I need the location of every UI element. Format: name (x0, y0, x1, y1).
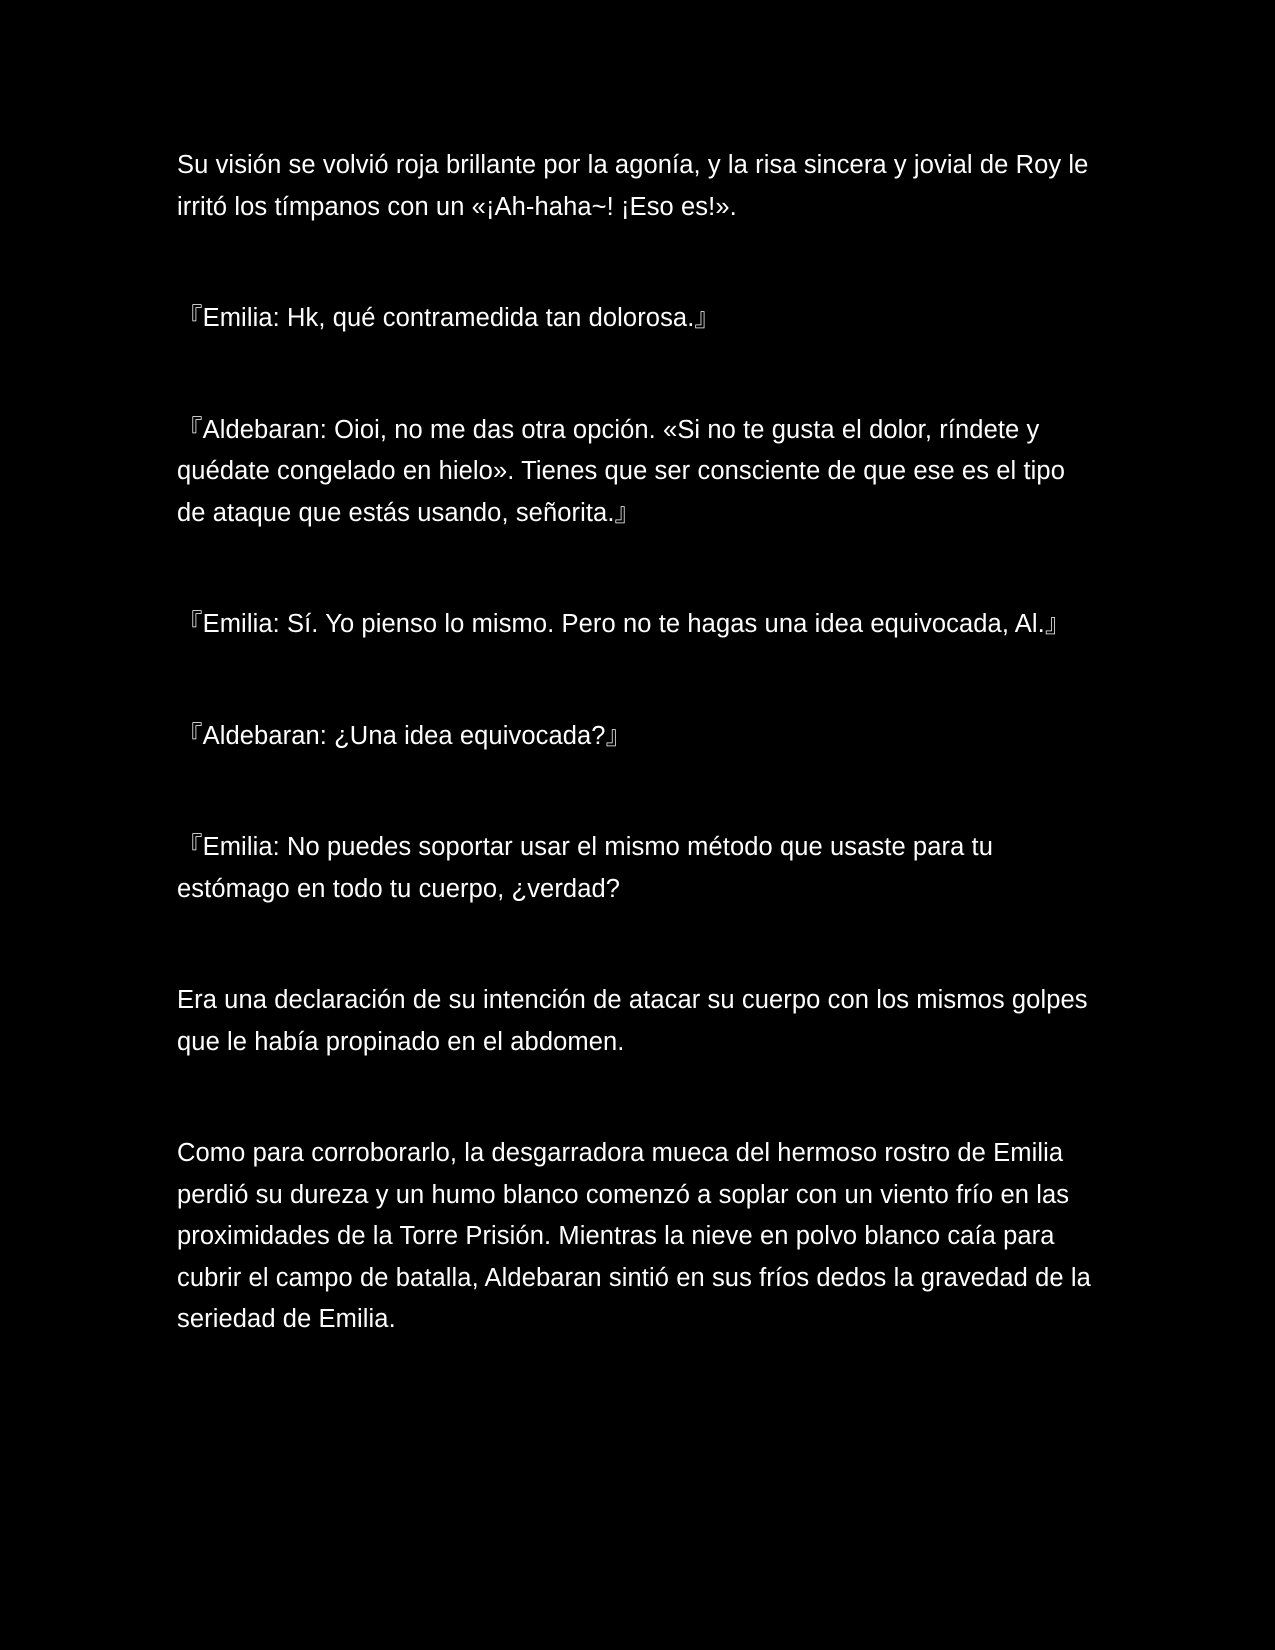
paragraph-dialogue-emilia-2: 『Emilia: Sí. Yo pienso lo mismo. Pero no te hagas una idea equivocada, Al.』 (177, 610, 1071, 638)
paragraph-narration-3: Como para corroborarlo, la desgarradora mueca del hermoso rostro de Emilia perdió su dureza y un humo blanco comenzó a soplar con un viento frío en las proximidades de la Torre Prisión. Mientras la nieve en polvo blanco caía para cubrir el campo de batalla, Aldebaran sintió en sus fríos dedos la gravedad de la seriedad de Emilia. (177, 1139, 1091, 1333)
paragraph-dialogue-aldebaran-1: 『Aldebaran: Oioi, no me das otra opción. «Si no te gusta el dolor, ríndete y quédate congelado en hielo». Tienes que ser consciente de que ese es el tipo de ataque que estás usando, señorita.』 (177, 415, 1065, 527)
paragraph-narration-2: Era una declaración de su intención de atacar su cuerpo con los mismos golpes que le había propinado en el abdomen. (177, 986, 1088, 1056)
paragraph-narration-1: Su visión se volvió roja brillante por la agonía, y la risa sincera y jovial de Roy le irritó los tímpanos con un «¡Ah-haha~! ¡Eso es!». (177, 151, 1089, 221)
document-body (177, 145, 1097, 1341)
paragraph-dialogue-emilia-1: 『Emilia: Hk, qué contramedida tan dolorosa.』 (177, 304, 720, 332)
paragraph-dialogue-emilia-3: 『Emilia: No puedes soportar usar el mismo método que usaste para tu estómago en todo tu cuerpo, ¿verdad? (177, 833, 994, 903)
paragraph-dialogue-aldebaran-2: 『Aldebaran: ¿Una idea equivocada?』 (177, 721, 632, 750)
